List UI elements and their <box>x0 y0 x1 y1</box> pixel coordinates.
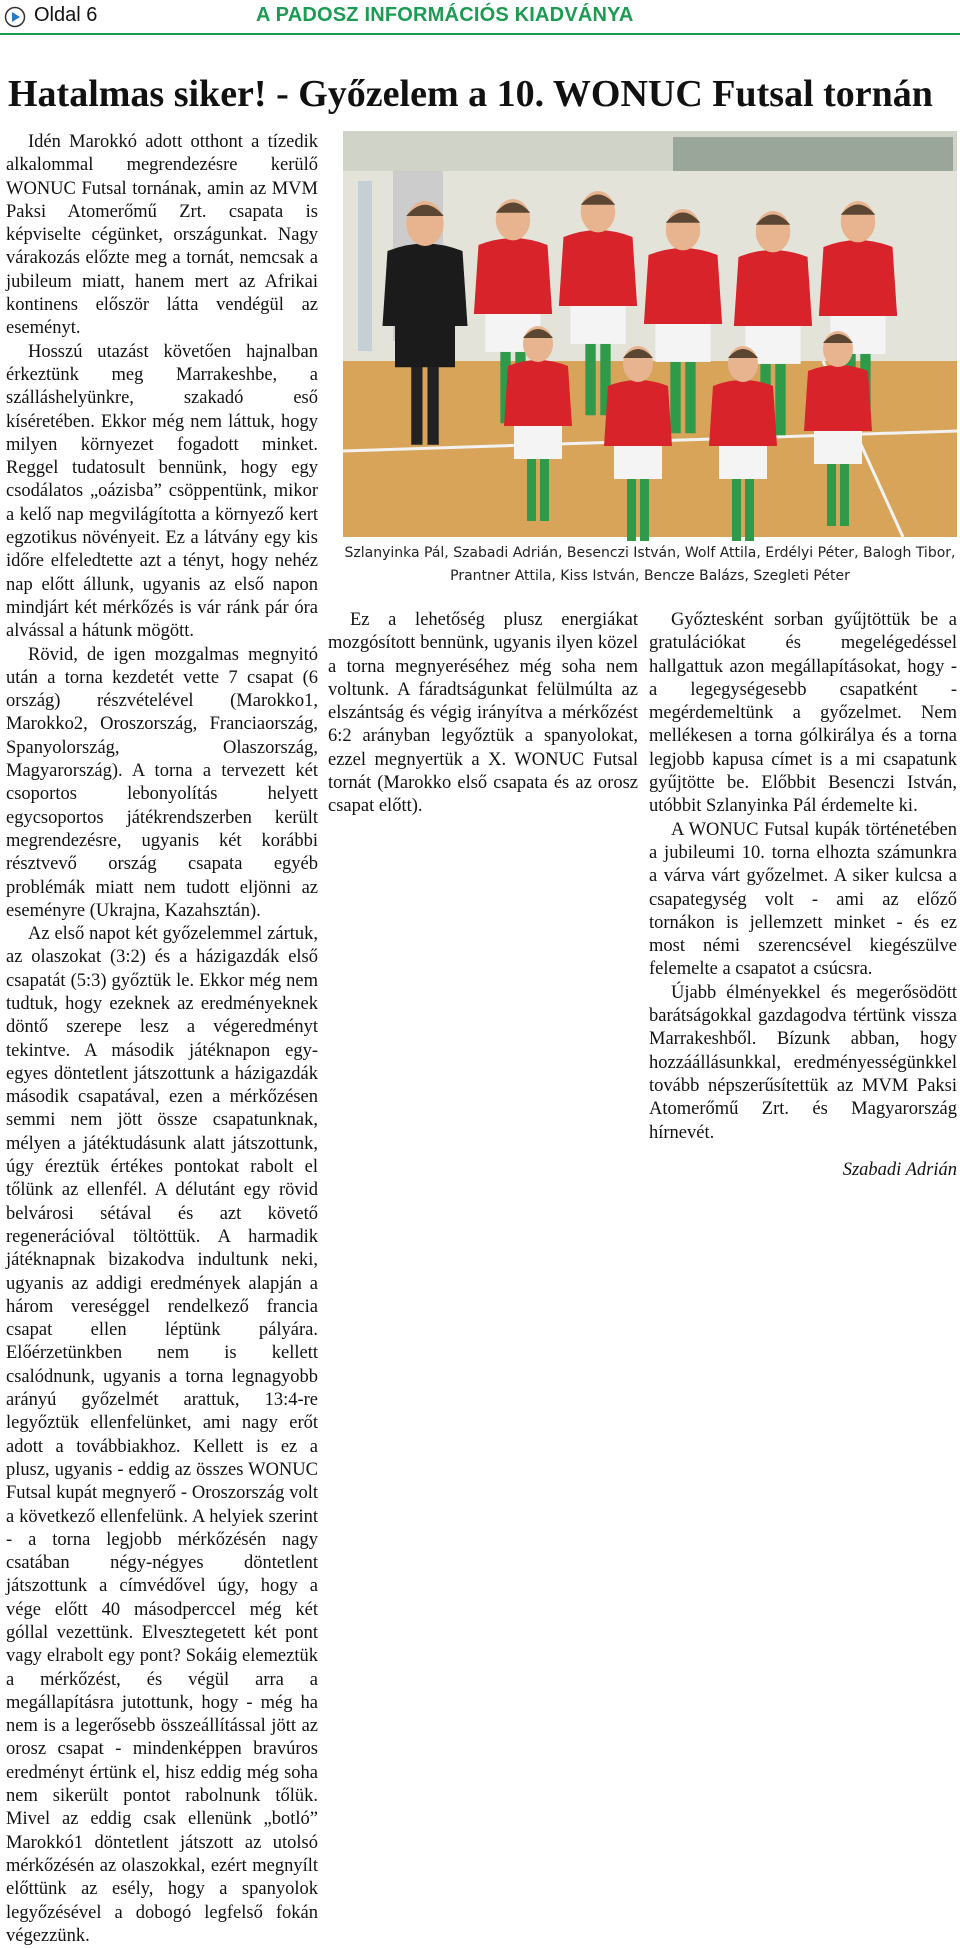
article-author: Szabadi Adrián <box>842 1159 957 1180</box>
article-paragraph: Ez a lehetőség plusz energiákat mozgósított bennünk, ugyanis ilyen közel a torna megnyeréséhez még soha nem voltunk. A fáradtságunkat felülmúlta az elszántság és végig irányítva a mérkőzést 6:2 arányban legyőztük a spanyolokat, ezzel megnyertük a X. WONUC Futsal tornát (Marokko első csapata és az orosz csapat előtt). <box>328 610 638 817</box>
article-column-2 <box>328 609 638 819</box>
article-column-1 <box>6 131 318 1948</box>
article-paragraph: Győztesként sorban gyűjtöttük be a gratulációkat és megelégedéssel hallgattuk azon megállapításokat, hogy - a legegységesebb csapatként - megérdemeltünk a győzelmet. Nem mellékesen a torna gólkirálya és a torna legjobb kapusa címet is a mi csapatunk gyűjtötte be. Előbbit Besenczi István, utóbbit Szlanyinka Pál érdemelte ki. <box>649 610 957 817</box>
team-photo-illustration <box>343 131 957 537</box>
play-circle-icon <box>4 6 26 28</box>
article-paragraph: Az első napot két győzelemmel zártuk, az olaszokat (3:2) és a házigazdák első csapatát (5:3) győztük le. Ekkor még nem tudtuk, hogy ezeknek az eredményeknek döntő szerepe lesz a végeredményt tekintve. A második játéknapon egy-egyes döntetlent játszottunk a házigazdák második csapatával, ezen a mérkőzésen semmi nem jött össze csapatunknak, mélyen a játéktudásunk alatt játszottunk, úgy éreztük értékes pontokat rabolt el tőlünk az ellenfél. A délutánt egy rövid belvárosi sétával és azt követő regenerációval töltöttük. A harmadik játéknapnak bizakodva indultunk neki, ugyanis az addigi eredmények alapján a három vereséggel rendelkező francia csapat ellen léptünk pályára. Előérzetünkben nem is kellett csalódnunk, ugyanis a torna legnagyobb arányú győzelmét arattuk, 13:4-re legyőztük ellenfelünket, ami nagy erőt adott a továbbiakhoz. Kellett is ez a plusz, ugyanis - eddig az összes WONUC Futsal kupát megnyerő - Oroszország volt a következő ellenfelünk. A helyiek szerint - a torna legjobb mérkőzésén nagy csatában négy-négyes döntetlent játszottunk a címvédővel úgy, hogy a vége előtt 40 másodperccel még két góllal vezettünk. Elvesztegetett két pont vagy elrabolt egy pont? Sokáig elemeztük a mérkőzést, és végül arra a megállapításra jutottunk, hogy - még ha nem is a legerősebb összeállítással jött az orosz csapat - mindenképpen bravúros eredményt értünk el, hisz eddig még soha nem sikerült pontot rabolnunk tőlük. Mivel az eddig csak ellenünk „botló” Marokkó1 döntetlent játszott az utolsó mérkőzésén az olaszokkal, ezért megnyílt előttünk az esély, hogy a spanyolok legyőzésével a dobogó legfelső fokán végezzünk. <box>6 924 318 1946</box>
caption-line: Szlanyinka Pál, Szabadi Adrián, Besenczi István, Wolf Attila, Erdélyi Péter, Balogh Tibor, <box>344 545 956 561</box>
caption-line: Prantner Attila, Kiss István, Bencze Balázs, Szegleti Péter <box>450 568 850 584</box>
article-paragraph: A WONUC Futsal kupák történetében a jubileumi 10. torna elhozta számunkra a várva várt győzelmet. A siker kulcsa a csapategység volt - ami az előző tornákon is jellemzett minket - és ez most némi szerencsével kiegészülve felemelte a csapatot a csúcsra. <box>649 819 957 980</box>
page-header <box>0 0 960 34</box>
article-paragraph: Idén Marokkó adott otthont a tízedik alkalommal megrendezésre kerülő WONUC Futsal tornának, amin az MVM Paksi Atomerőmű Zrt. csapata is képviselte cégünket, országunkat. Nagy várakozás előzte meg a tornát, nemcsak a jubileum miatt, hanem mert az Afrikai kontinens először látta vendégül az eseményt. <box>6 132 318 339</box>
article-paragraph: Rövid, de igen mozgalmas megnyitó után a torna kezdetét vette 7 csapat (6 ország) részvételével (Marokko1, Marokko2, Oroszország, Franciaország, Spanyolország, Olaszország, Magyarország). A torna a tervezett két csoportos lebonyolítás helyett egycsoportos játékrendszerben került megrendezésre, ugyanis két korábbi résztvevő ország csapata egyéb problémák miatt nem tudott eljönni az eseményre (Ukrajna, Kazahsztán). <box>6 644 318 921</box>
article-paragraph: Újabb élményekkel és megerősödött barátságokkal gazdagodva tértünk vissza Marrakeshből. Bízunk abban, hogy hozzáállásunkkal, eredményességünkkel tovább népszerűsítettük az MVM Paksi Atomerőmű Zrt. és Magyarország hírnevét. <box>649 982 957 1143</box>
team-photo <box>343 131 957 537</box>
article-headline: Hatalmas siker! - Győzelem a 10. WONUC Futsal tornán <box>8 73 933 115</box>
publication-title: A PADOSZ INFORMÁCIÓS KIADVÁNYA <box>256 4 634 26</box>
article-column-3 <box>649 609 957 1182</box>
header-divider <box>0 33 960 35</box>
photo-caption <box>343 542 957 588</box>
article-paragraph: Hosszú utazást követően hajnalban érkeztünk meg Marrakeshbe, a szálláshelyünkre, szakadó eső kíséretében. Ekkor még nem láttuk, hogy milyen környezet fogadott minket. Reggel tudatosult bennünk, hogy egy csodálatos „oázisba” csöppentünk, mikor a kelő nap megvilágította a környező kert egzotikus növényeit. Ez a látvány egy kis időre elfeledtette azt a tényt, hogy nehéz nap előtt állunk, ugyanis az első napon mindjárt két mérkőzés is vár ránk pár óra alvással a hátunk mögött. <box>6 341 318 642</box>
page-number: Oldal 6 <box>34 4 98 26</box>
